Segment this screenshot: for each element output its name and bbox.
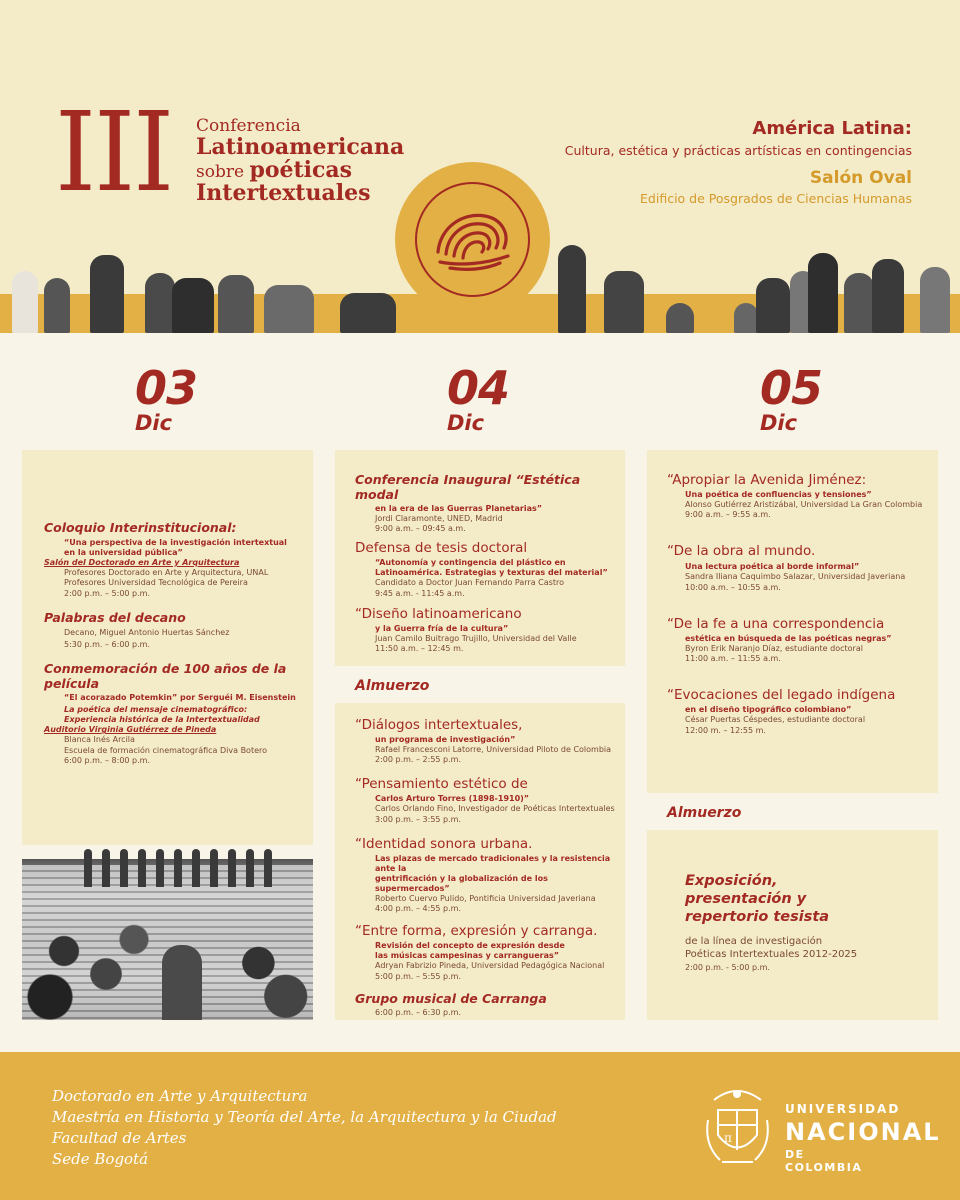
- footer: Doctorado en Arte y Arquitectura Maestría en Historia y Teoría del Arte, la Arquitectura y la Ciudad Facultad de Artes Sede Bogotá UNIVERSIDAD NACIONAL DE COLOMBIA: [0, 1052, 960, 1200]
- day3-afternoon-card: [647, 830, 938, 1020]
- day3-event-avenida: “Apropiar la Avenida Jiménez: Una poética de confluencias y tensiones” Alonso Gutiérrez Aristizábal, Universidad La Gran Colombia 9:00 a.m. – 9:55 a.m.: [667, 472, 923, 520]
- theme-title: América Latina:: [752, 118, 912, 139]
- title-line-4: Intertextuales: [196, 180, 371, 207]
- venue-title: Salón Oval: [809, 168, 912, 188]
- day2-event-thesis: Defensa de tesis doctoral “Autonomía y contingencia del plástico en Latinoamérica. Estrategias y texturas del material” Candidato a Doctor Juan Fernando Parra Castro 9:45 a.m. - 11:45 a.m.: [355, 540, 608, 598]
- day2-afternoon-card: [335, 703, 625, 1020]
- title-line-2: Latinoamericana: [196, 133, 405, 160]
- day3-event-evocaciones: “Evocaciones del legado indígena en el diseño tipográfico colombiano” César Puertas Céspedes, estudiante doctoral 12:00 m. – 12:55 m.: [667, 687, 896, 735]
- day2-event-identidad: “Identidad sonora urbana. Las plazas de mercado tradicionales y la resistencia ante la gentrificación y la globalización de los supermercados” Roberto Cuervo Pulido, Pontificia Universidad Javeriana 4:00 p.m. – 4:55 p.m.: [355, 835, 611, 914]
- day3-event-fe: “De la fe a una correspondencia estética en búsqueda de las poéticas negras” Byron Erik Naranjo Díaz, estudiante doctoral 11:00 a.m. – 11:55 a.m.: [667, 615, 892, 664]
- theme-subtitle: Cultura, estética y prácticas artísticas en contingencias: [564, 143, 912, 158]
- day2-morning-card: [335, 450, 625, 666]
- title-line-3: sobre poéticas: [196, 156, 353, 183]
- day1-card: [22, 450, 313, 850]
- day-header-04: 04 Dic: [447, 361, 510, 435]
- university-crest-icon: [700, 1080, 775, 1170]
- day2-event-inaugural: Conferencia Inaugural “Estética modal en la era de las Guerras Planetarias” Jordi Claramonte, UNED, Madrid 9:00 a.m. – 09:45 a.m.: [355, 472, 581, 534]
- day1-event-dean: Palabras del decano Decano, Miguel Antonio Huertas Sánchez 5:30 p.m. – 6:00 p.m.: [44, 609, 230, 650]
- footer-programs: Doctorado en Arte y Arquitectura Maestría en Historia y Teoría del Arte, la Arquitectura y la Ciudad Facultad de Artes Sede Bogotá: [52, 1087, 557, 1168]
- day2-event-diseno: “Diseño latinoamericano y la Guerra fría de la cultura” Juan Camilo Buitrago Trujillo, Universidad del Valle 11:50 a.m. – 12:45 m.: [355, 605, 577, 654]
- day-header-05: 05 Dic: [760, 361, 823, 435]
- day1-event-potemkin: Conmemoración de 100 años de la película “El acorazado Potemkin” por Serguéi M. Eisenstein La poética del mensaje cinematográfico: Experiencia histórica de la Intertextualidad Auditorio Virginia Gutiérrez de Pineda Blanca Inés Arcila Escuela de formación cinematográfica Diva Botero 6:00 p.m. – 8:00 p.m.: [44, 661, 296, 765]
- venue-subtitle: Edificio de Posgrados de Ciencias Humanas: [640, 191, 912, 206]
- day1-event-colloquium: Coloquio Interinstitucional: “Una perspectiva de la investigación intertextual en la universidad pública” Salón del Doctorado en Arte y Arquitectura Profesores Doctorado en Arte y Arquitectura, UNAL Profesores Universidad Tecnológica de Pereira 2:00 p.m. – 5:00 p.m.: [44, 520, 287, 598]
- potemkin-stairs-photo: [22, 845, 313, 1020]
- header-section: [0, 0, 960, 333]
- edition-numeral: III: [55, 87, 173, 217]
- day2-event-carranga: “Entre forma, expresión y carranga. Revisión del concepto de expresión desde las músicas campesinas y carrangueras” Adryan Fabrizio Pineda, Universidad Pedagógica Nacional 5:00 p.m. – 5:55 p.m.: [355, 923, 605, 981]
- day2-event-grupo-musical: Grupo musical de Carranga 6:00 p.m. – 6:30 p.m.: [355, 990, 547, 1017]
- day-header-03: 03 Dic: [135, 361, 198, 435]
- day3-lunch-label: Almuerzo: [667, 805, 742, 821]
- theme-venue-block: [565, 118, 912, 206]
- people-silhouettes: [0, 240, 960, 333]
- title-line-1: Conferencia: [196, 116, 301, 136]
- day2-event-dialogos: “Diálogos intertextuales, un programa de investigación” Rafael Francesconi Latorre, Universidad Piloto de Colombia 2:00 p.m. – 2:55 p.m.: [355, 717, 612, 765]
- day2-event-pensamiento: “Pensamiento estético de Carlos Arturo Torres (1898-1910)” Carlos Orlando Fino, Investigador de Poéticas Intertextuales 3:00 p.m. – 3:55 p.m.: [355, 776, 615, 824]
- day3-morning-card: [647, 450, 938, 793]
- day2-lunch-label: Almuerzo: [355, 678, 430, 694]
- svg-text:π: π: [724, 1131, 732, 1145]
- day3-event-obra: “De la obra al mundo. Una lectura poética al borde informal” Sandra Iliana Caquimbo Salazar, Universidad Javeriana 10:00 a.m. – 10:55 a.m.: [667, 543, 906, 592]
- conference-title: [196, 118, 404, 205]
- day3-event-exposicion: Exposición, presentación y repertorio tesista de la línea de investigación Poéticas Intertextuales 2012-2025 2:00 p.m. - 5:00 p.m.: [685, 873, 858, 973]
